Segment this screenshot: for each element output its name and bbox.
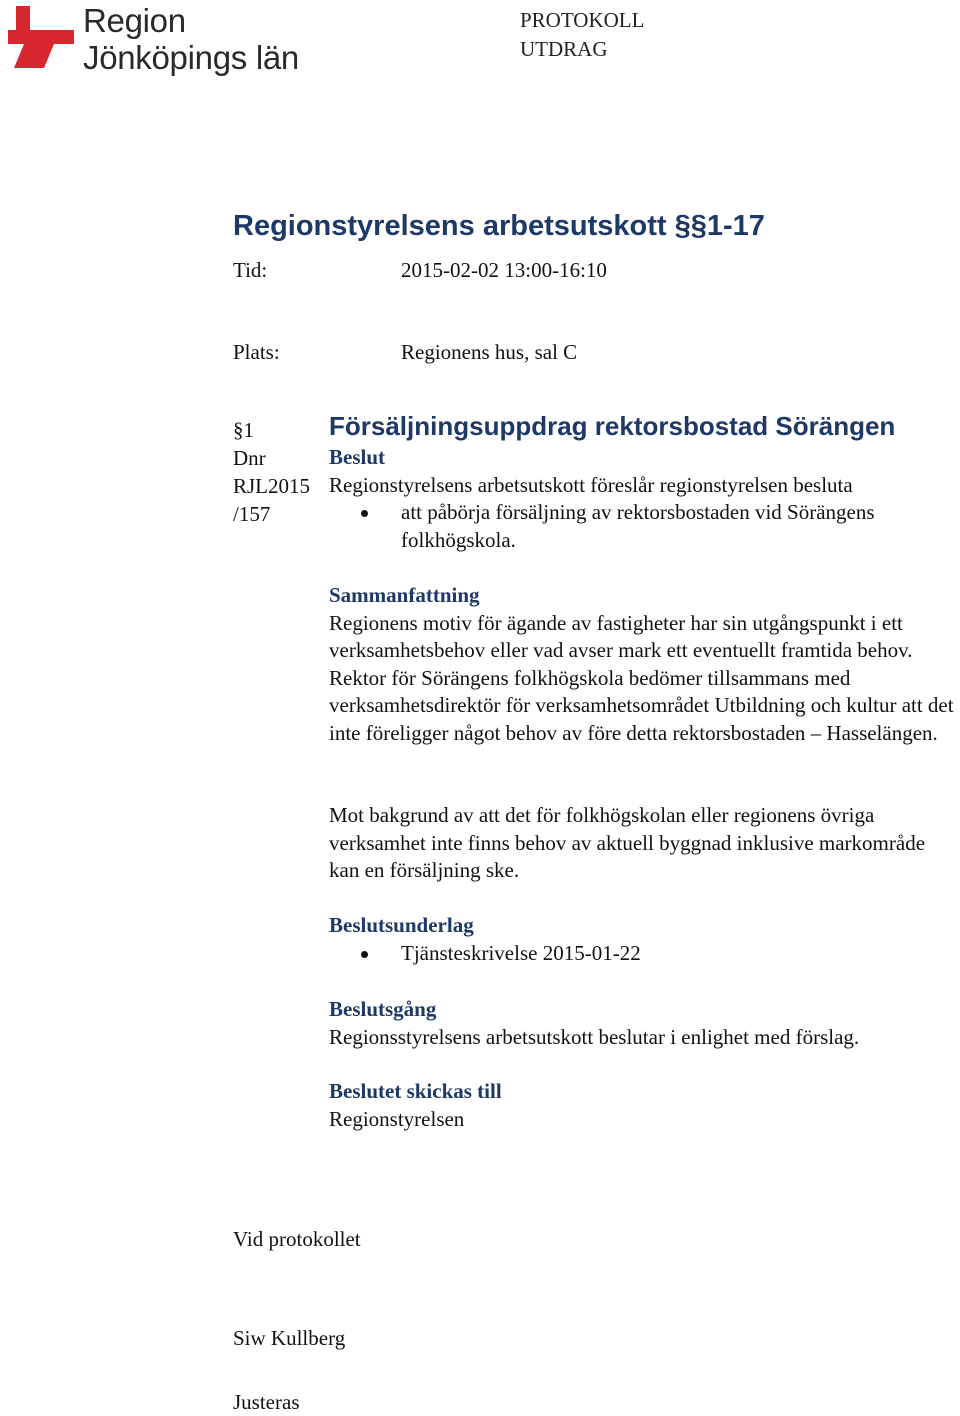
time-value: 2015-02-02 13:00-16:10	[401, 258, 607, 282]
doc-type-protokoll: PROTOKOLL	[520, 8, 645, 32]
item-title: Försäljningsuppdrag rektorsbostad Sörängen	[329, 411, 896, 441]
process-text: Regionsstyrelsens arbetsutskott beslutar i enlighet med förslag.	[329, 1024, 860, 1049]
secretary-name: Siw Kullberg	[233, 1326, 346, 1350]
time-label: Tid:	[233, 258, 268, 282]
summary-paragraph-1: Regionens motiv för ägande av fastigheter har sin utgångspunkt i ett verksamhetsbehov eller vad avser mark ett eventuellt framtida behov. Rektor för Sörängens folkhögskola bedömer tillsammans med verksamhetsdirektör för verksamhetsområdet Utbildning och kultur att det inte föreligger något behov av före detta rektorsbostaden – Hasselängen.	[329, 610, 954, 745]
summary-paragraph-2: Mot bakgrund av att det för folkhögskolan eller regionens övriga verksamhet inte finns behov av aktuell byggnad inklusive markområde kan en försäljning ske.	[329, 803, 926, 882]
place-value: Regionens hus, sal C	[401, 340, 578, 364]
protocol-label: Vid protokollet	[233, 1227, 361, 1251]
dnr-line-1: RJL2015	[233, 474, 311, 498]
summary-paragraph-2-block	[329, 802, 957, 885]
sent-to-heading: Beslutet skickas till	[329, 1079, 502, 1103]
bullet-icon	[361, 951, 368, 958]
basis-bullet-text: Tjänsteskrivelse 2015-01-22	[401, 940, 641, 965]
doc-type-utdrag: UTDRAG	[520, 37, 608, 61]
logo-text-county: Jönköpings län	[83, 39, 299, 76]
process-section	[329, 996, 957, 1051]
logo-text-region: Region	[83, 2, 186, 39]
decision-intro: Regionstyrelsens arbetsutskott föreslår regionstyrelsen besluta	[329, 472, 853, 497]
sent-to-recipient: Regionstyrelsen	[329, 1106, 465, 1131]
dnr-line-2: /157	[233, 502, 271, 526]
dnr-label: Dnr	[233, 446, 266, 470]
item-reference	[233, 416, 328, 528]
bullet-icon	[361, 510, 368, 517]
decision-bullet-text: att påbörja försäljning av rektorsbostaden vid Sörängens folkhögskola.	[401, 500, 875, 552]
process-heading: Beslutsgång	[329, 997, 437, 1021]
document-type	[520, 6, 644, 64]
decision-bullet	[329, 499, 957, 554]
place-label: Plats:	[233, 340, 280, 364]
sent-to-section	[329, 1078, 957, 1133]
adjust-label: Justeras	[233, 1390, 300, 1414]
summary-heading: Sammanfattning	[329, 583, 480, 607]
basis-heading: Beslutsunderlag	[329, 913, 474, 937]
decision-section	[329, 444, 957, 554]
summary-section	[329, 582, 957, 747]
decision-heading: Beslut	[329, 445, 386, 469]
basis-bullet	[329, 940, 957, 968]
logo-mark-icon	[6, 2, 78, 74]
region-logo	[6, 2, 306, 78]
meeting-title: Regionstyrelsens arbetsutskott §§1-17	[233, 210, 765, 242]
basis-section	[329, 912, 957, 967]
paragraph-ref: §1	[233, 418, 254, 442]
